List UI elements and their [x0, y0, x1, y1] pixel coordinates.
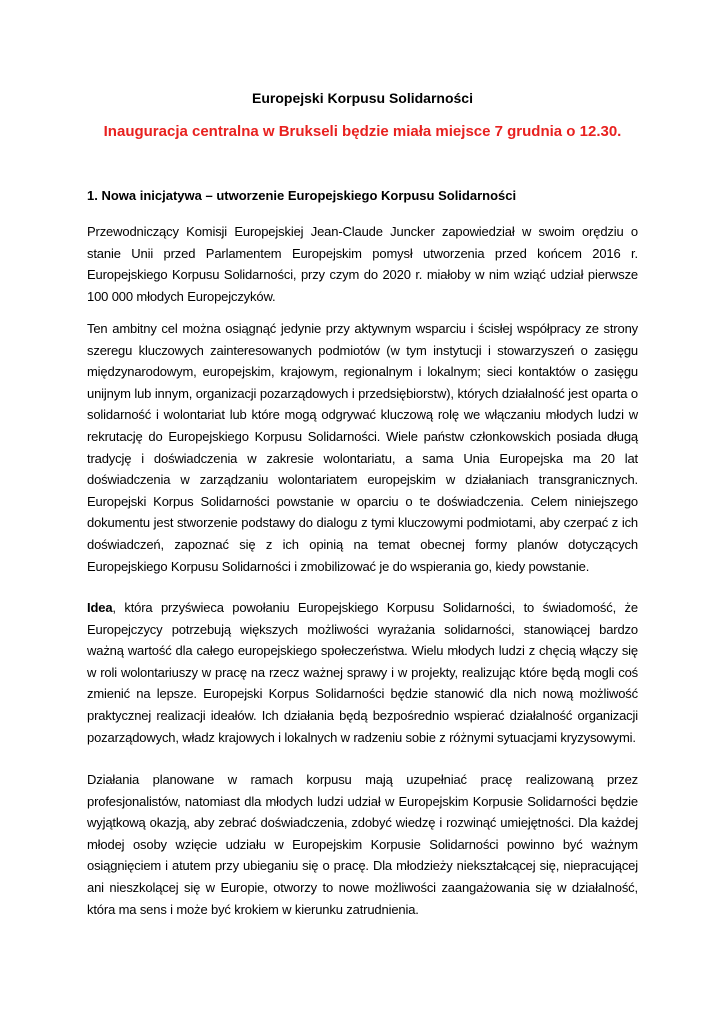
paragraph-4: Działania planowane w ramach korpusu mają uzupełniać pracę realizowaną przez profesjonalistów, natomiast dla młodych ludzi udział w Europejskim Korpusie Solidarności będzie wyjątkową okazją, aby zebrać doświadczenia, zdobyć wiedzę i rozwinąć umiejętności. Dla każdej młodej osoby wzięcie udziału w Europejskim Korpusie Solidarności powinno być ważnym osiągnięciem i atutem przy ubieganiu się o pracę. Dla młodzieży niekształcącej się, niepracującej ani nieszkolącej się w Europie, otworzy to nowe możliwości zaangażowania się w działalność, która ma sens i może być krokiem w kierunku zatrudnienia. [87, 772, 638, 917]
paragraph-3-text: , która przyświeca powołaniu Europejskiego Korpusu Solidarności, to świadomość, że Europejczycy potrzebują większych możliwości wyrażania solidarności, stanowiącej bardzo ważną wartość dla całego europejskiego społeczeństwa. Wielu młodych ludzi z chęcią włączy się w roli wolontariuszy w pracę na rzecz ważnej sprawy i w projekty, realizując które będą mogli coś zmienić na lepsze. Europejski Korpus Solidarności będzie stanowić dla nich nową możliwość praktycznej realizacji ideałów. Ich działania będą bezpośrednio wspierać działalność organizacji pozarządowych, władz krajowych i lokalnych w radzeniu sobie z różnymi sytuacjami kryzysowymi. [87, 600, 638, 745]
paragraph-1: Przewodniczący Komisji Europejskiej Jean-Claude Juncker zapowiedział w swoim orędziu o stanie Unii przed Parlamentem Europejskim pomysł utworzenia przed końcem 2016 r. Europejskiego Korpusu Solidarności, przy czym do 2020 r. miałoby w nim wziąć udział pierwsze 100 000 młodych Europejczyków. [87, 224, 638, 304]
document-subtitle: Inauguracja centralna w Brukseli będzie miała miejsce 7 grudnia o 12.30. [103, 123, 622, 140]
document-title: Europejski Korpusu Solidarności [252, 90, 473, 106]
paragraph-3-lead: Idea [87, 600, 113, 615]
section-heading: 1. Nowa inicjatywa – utworzenie Europejskiego Korpusu Solidarności [87, 188, 517, 203]
paragraph-2: Ten ambitny cel można osiągnąć jedynie przy aktywnym wsparciu i ścisłej współpracy ze strony szeregu kluczowych zainteresowanych podmiotów (w tym instytucji i stowarzyszeń o zasięgu międzynarodowym, europejskim, krajowym, regionalnym i lokalnym; sieci kontaktów o zasięgu unijnym lub innym, organizacji pozarządowych i przedsiębiorstw), których działalność jest oparta o solidarność i wolontariat lub które mogą odgrywać kluczową rolę we włączaniu młodych ludzi w rekrutację do Europejskiego Korpusu Solidarności. Wiele państw członkowskich posiada długą tradycję i doświadczenia w zakresie wolontariatu, a sama Unia Europejska ma 20 lat doświadczenia w zarządzaniu wolontariatem europejskim w działaniach transgranicznych. Europejski Korpus Solidarności powstanie w oparciu o te doświadczenia. Celem niniejszego dokumentu jest stworzenie podstawy do dialogu z tymi kluczowymi podmiotami, aby czerpać z ich doświadczeń, zapoznać się z ich opinią na temat obecnej formy planów dotyczących Europejskiego Korpusu Solidarności i zmobilizować je do wspierania go, kiedy powstanie. [87, 321, 638, 574]
paragraph-3 [87, 597, 638, 748]
